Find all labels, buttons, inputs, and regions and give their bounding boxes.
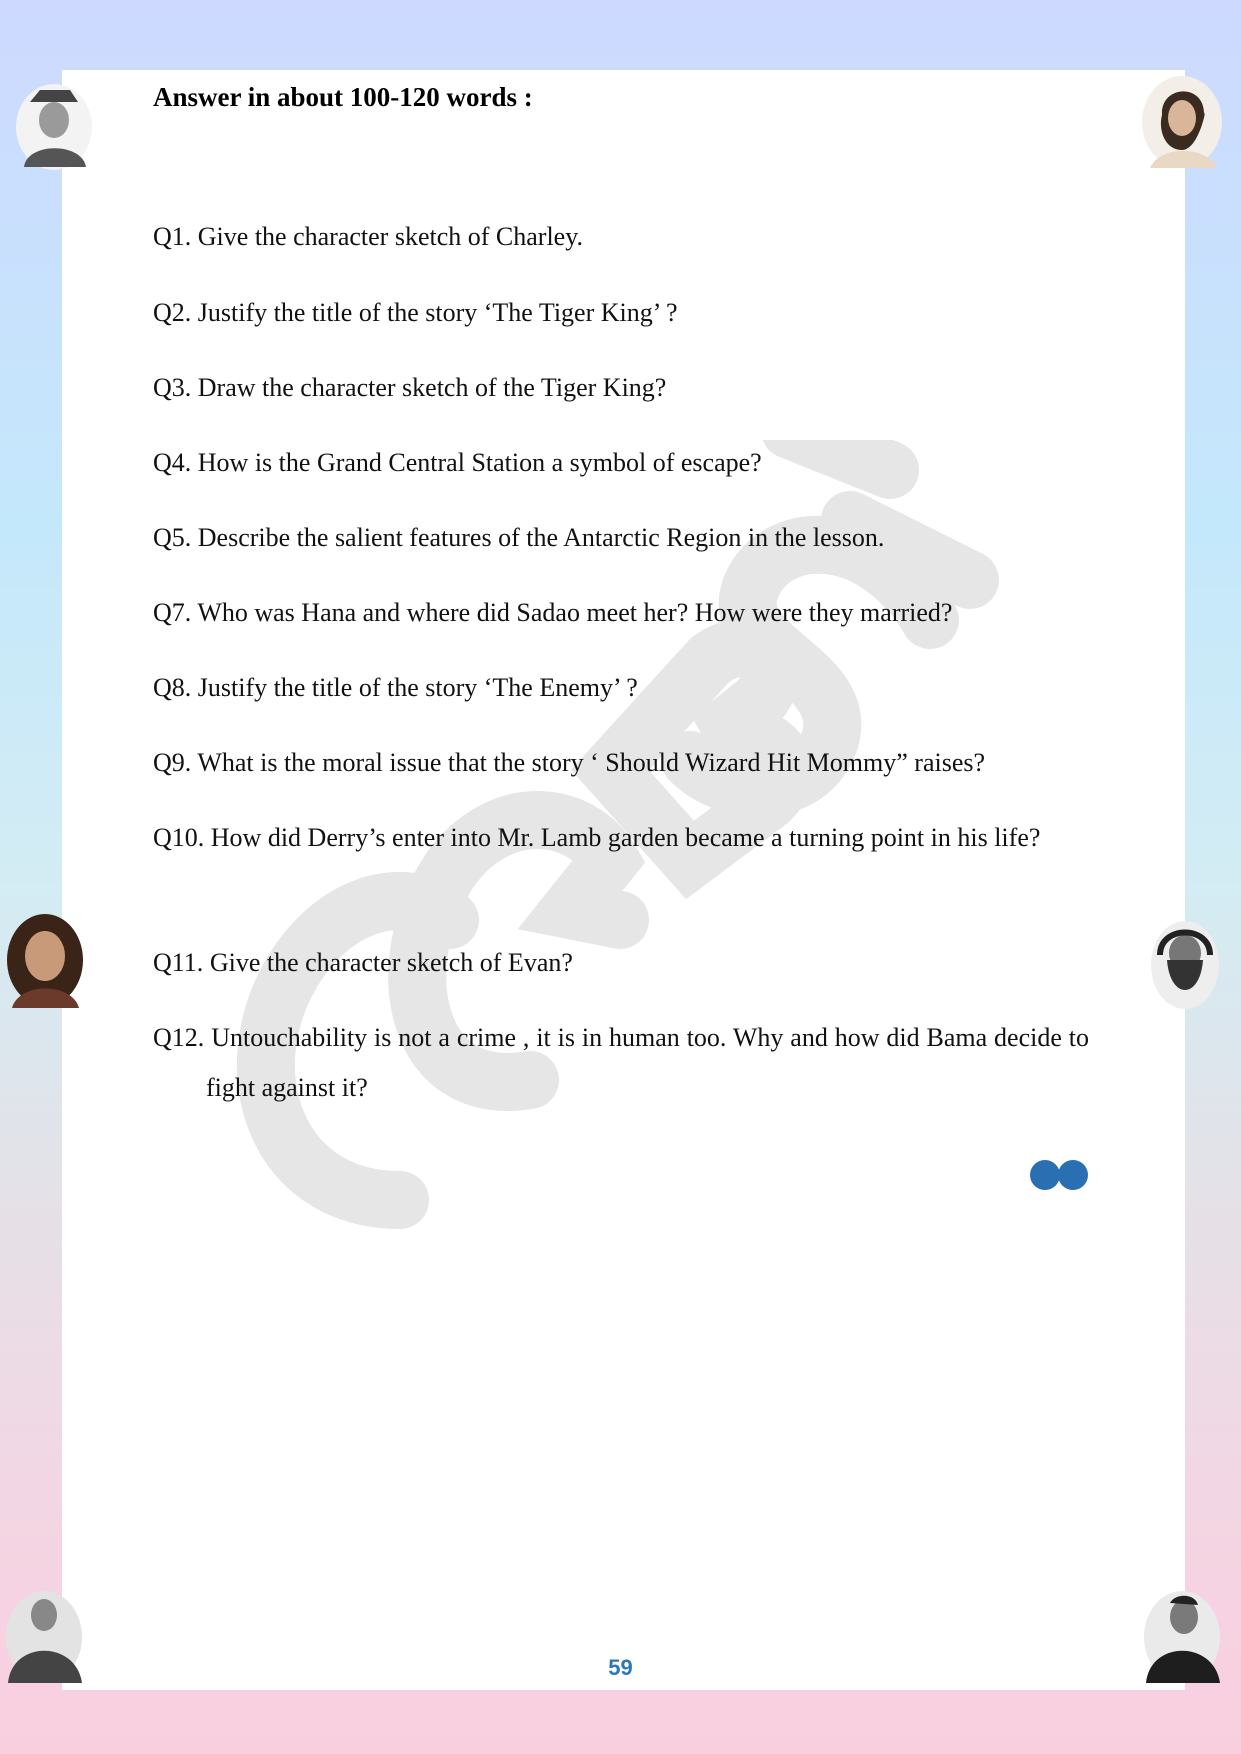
question-item	[153, 588, 1089, 638]
question-label: Q4.	[153, 448, 192, 477]
question-text: What is the moral issue that the story ‘ Should Wizard Hit Mommy” raises?	[197, 748, 986, 777]
question-text: Justify the title of the story ‘The Enemy’ ?	[197, 673, 638, 702]
question-item	[153, 938, 1089, 988]
decorative-dots	[1030, 1160, 1090, 1190]
question-item	[153, 1013, 1089, 1113]
bearded-man-portrait	[1145, 915, 1227, 1015]
question-text: Who was Hana and where did Sadao meet her? How were they married?	[197, 598, 953, 627]
question-label: Q11.	[153, 948, 204, 977]
question-text: Justify the title of the story ‘The Tiger King’ ?	[197, 298, 678, 327]
dot-icon	[1030, 1160, 1060, 1190]
question-text: Draw the character sketch of the Tiger King?	[197, 373, 667, 402]
woman-portrait	[1140, 70, 1222, 170]
question-text: Give the character sketch of Charley.	[197, 222, 584, 251]
page-number: 59	[608, 1655, 633, 1680]
question-text: How did Derry’s enter into Mr. Lamb garden became a turning point in his life?	[210, 823, 1041, 852]
question-label: Q3.	[153, 373, 192, 402]
question-item	[153, 212, 1089, 262]
question-item	[153, 663, 1089, 713]
elderly-man-portrait	[1140, 1585, 1222, 1685]
man-in-uniform-portrait	[4, 1585, 86, 1685]
question-label: Q1.	[153, 222, 192, 251]
question-item	[153, 738, 1089, 788]
question-item	[153, 288, 1089, 338]
question-text: Give the character sketch of Evan?	[209, 948, 573, 977]
question-label: Q9.	[153, 748, 192, 777]
question-label: Q5.	[153, 523, 192, 552]
question-text: Describe the salient features of the Antarctic Region in the lesson.	[197, 523, 885, 552]
section-heading: Answer in about 100-120 words :	[153, 82, 533, 112]
question-item	[153, 513, 1089, 563]
question-label: Q7.	[153, 598, 192, 627]
man-with-hat-portrait	[12, 72, 94, 172]
question-text: How is the Grand Central Station a symbol of escape?	[197, 448, 762, 477]
question-label: Q12.	[153, 1023, 205, 1052]
question-label: Q2.	[153, 298, 192, 327]
question-text: Untouchability is not a crime , it is in human too. Why and how did Bama decide to fight against it?	[206, 1023, 1090, 1102]
woman-portrait	[4, 910, 86, 1010]
dot-icon	[1058, 1160, 1088, 1190]
question-item	[153, 813, 1089, 863]
question-item	[153, 438, 1089, 488]
question-label: Q10.	[153, 823, 205, 852]
question-label: Q8.	[153, 673, 192, 702]
question-item	[153, 363, 1089, 413]
